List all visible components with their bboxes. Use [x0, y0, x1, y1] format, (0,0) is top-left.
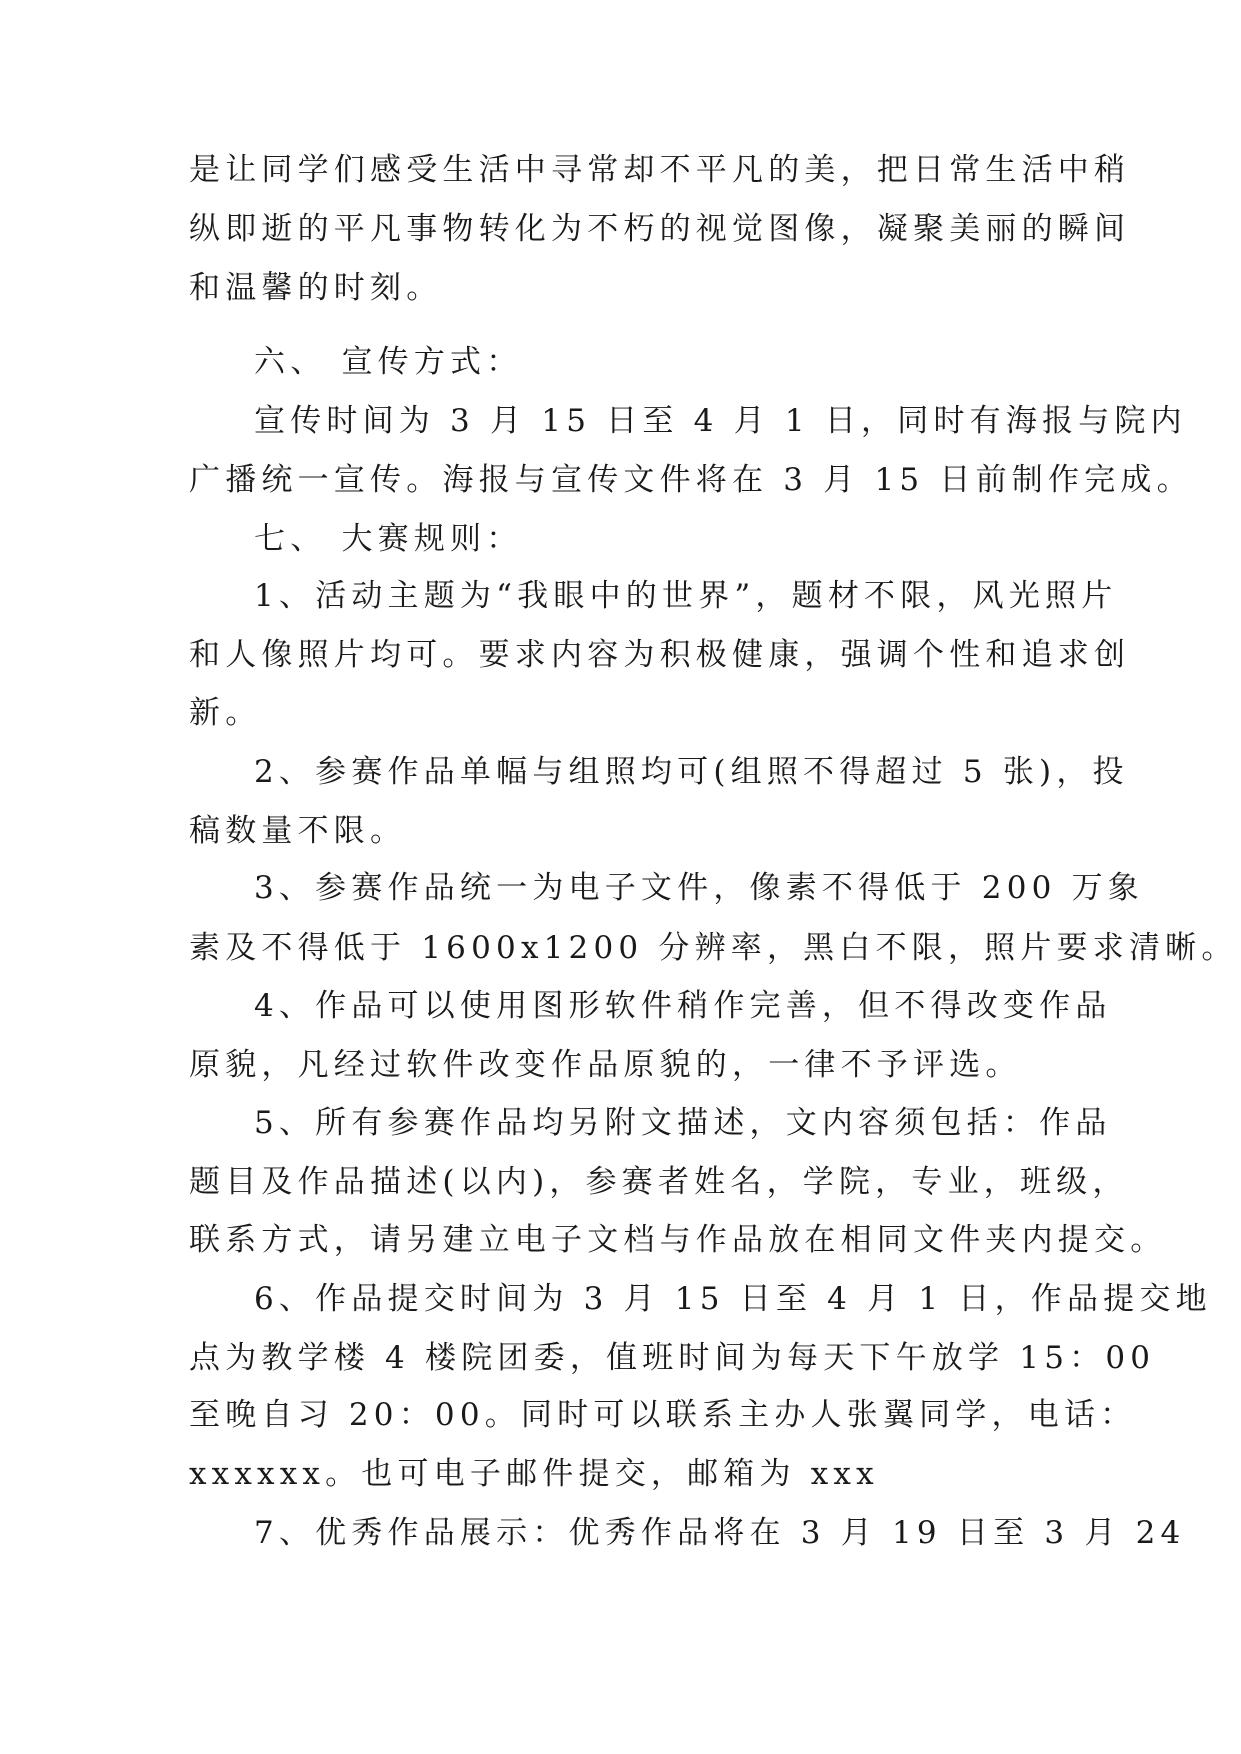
- text-line: 6、作品提交时间为 3 月 15 日至 4 月 1 日，作品提交地: [254, 1281, 1212, 1317]
- text-line: 5、所有参赛作品均另附文描述，文内容须包括：作品: [254, 1105, 1112, 1141]
- section-heading: 六、 宣传方式：: [254, 344, 523, 380]
- text-line: 2、参赛作品单幅与组照均可(组照不得超过 5 张)，投: [254, 754, 1129, 790]
- text-line: 联系方式，请另建立电子文档与作品放在相同文件夹内提交。: [189, 1222, 1167, 1258]
- text-line: 和温馨的时刻。: [189, 270, 443, 306]
- text-line: 是让同学们感受生活中寻常却不平凡的美，把日常生活中稍: [189, 152, 1131, 188]
- text-line: 3、参赛作品统一为电子文件，像素不得低于 200 万象: [254, 870, 1144, 906]
- section-heading: 七、 大赛规则：: [254, 521, 523, 557]
- text-line: 素及不得低于 1600x1200 分辨率，黑白不限，照片要求清晰。: [189, 930, 1238, 966]
- text-line: 至晚自习 20：00。同时可以联系主办人张翼同学，电话：: [189, 1397, 1137, 1433]
- text-line: 7、优秀作品展示：优秀作品将在 3 月 19 日至 3 月 24: [254, 1515, 1186, 1551]
- text-line: xxxxxx。也可电子邮件提交，邮箱为 xxx: [189, 1456, 879, 1492]
- text-line: 和人像照片均可。要求内容为积极健康，强调个性和追求创: [189, 637, 1131, 673]
- text-line: 稿数量不限。: [189, 813, 407, 849]
- text-line: 广播统一宣传。海报与宣传文件将在 3 月 15 日前制作完成。: [189, 462, 1193, 498]
- text-line: 4、作品可以使用图形软件稍作完善，但不得改变作品: [254, 988, 1112, 1024]
- text-line: 纵即逝的平凡事物转化为不朽的视觉图像，凝聚美丽的瞬间: [189, 211, 1131, 247]
- text-line: 新。: [189, 695, 262, 731]
- text-line: 宣传时间为 3 月 15 日至 4 月 1 日，同时有海报与院内: [254, 403, 1187, 439]
- text-line: 点为教学楼 4 楼院团委，值班时间为每天下午放学 15：00: [189, 1340, 1156, 1376]
- text-line: 1、活动主题为“我眼中的世界”，题材不限，风光照片: [254, 578, 1118, 614]
- text-line: 原貌，凡经过软件改变作品原貌的，一律不予评选。: [189, 1047, 1022, 1083]
- text-line: 题目及作品描述(以内)，参赛者姓名，学院，专业，班级，: [189, 1164, 1129, 1200]
